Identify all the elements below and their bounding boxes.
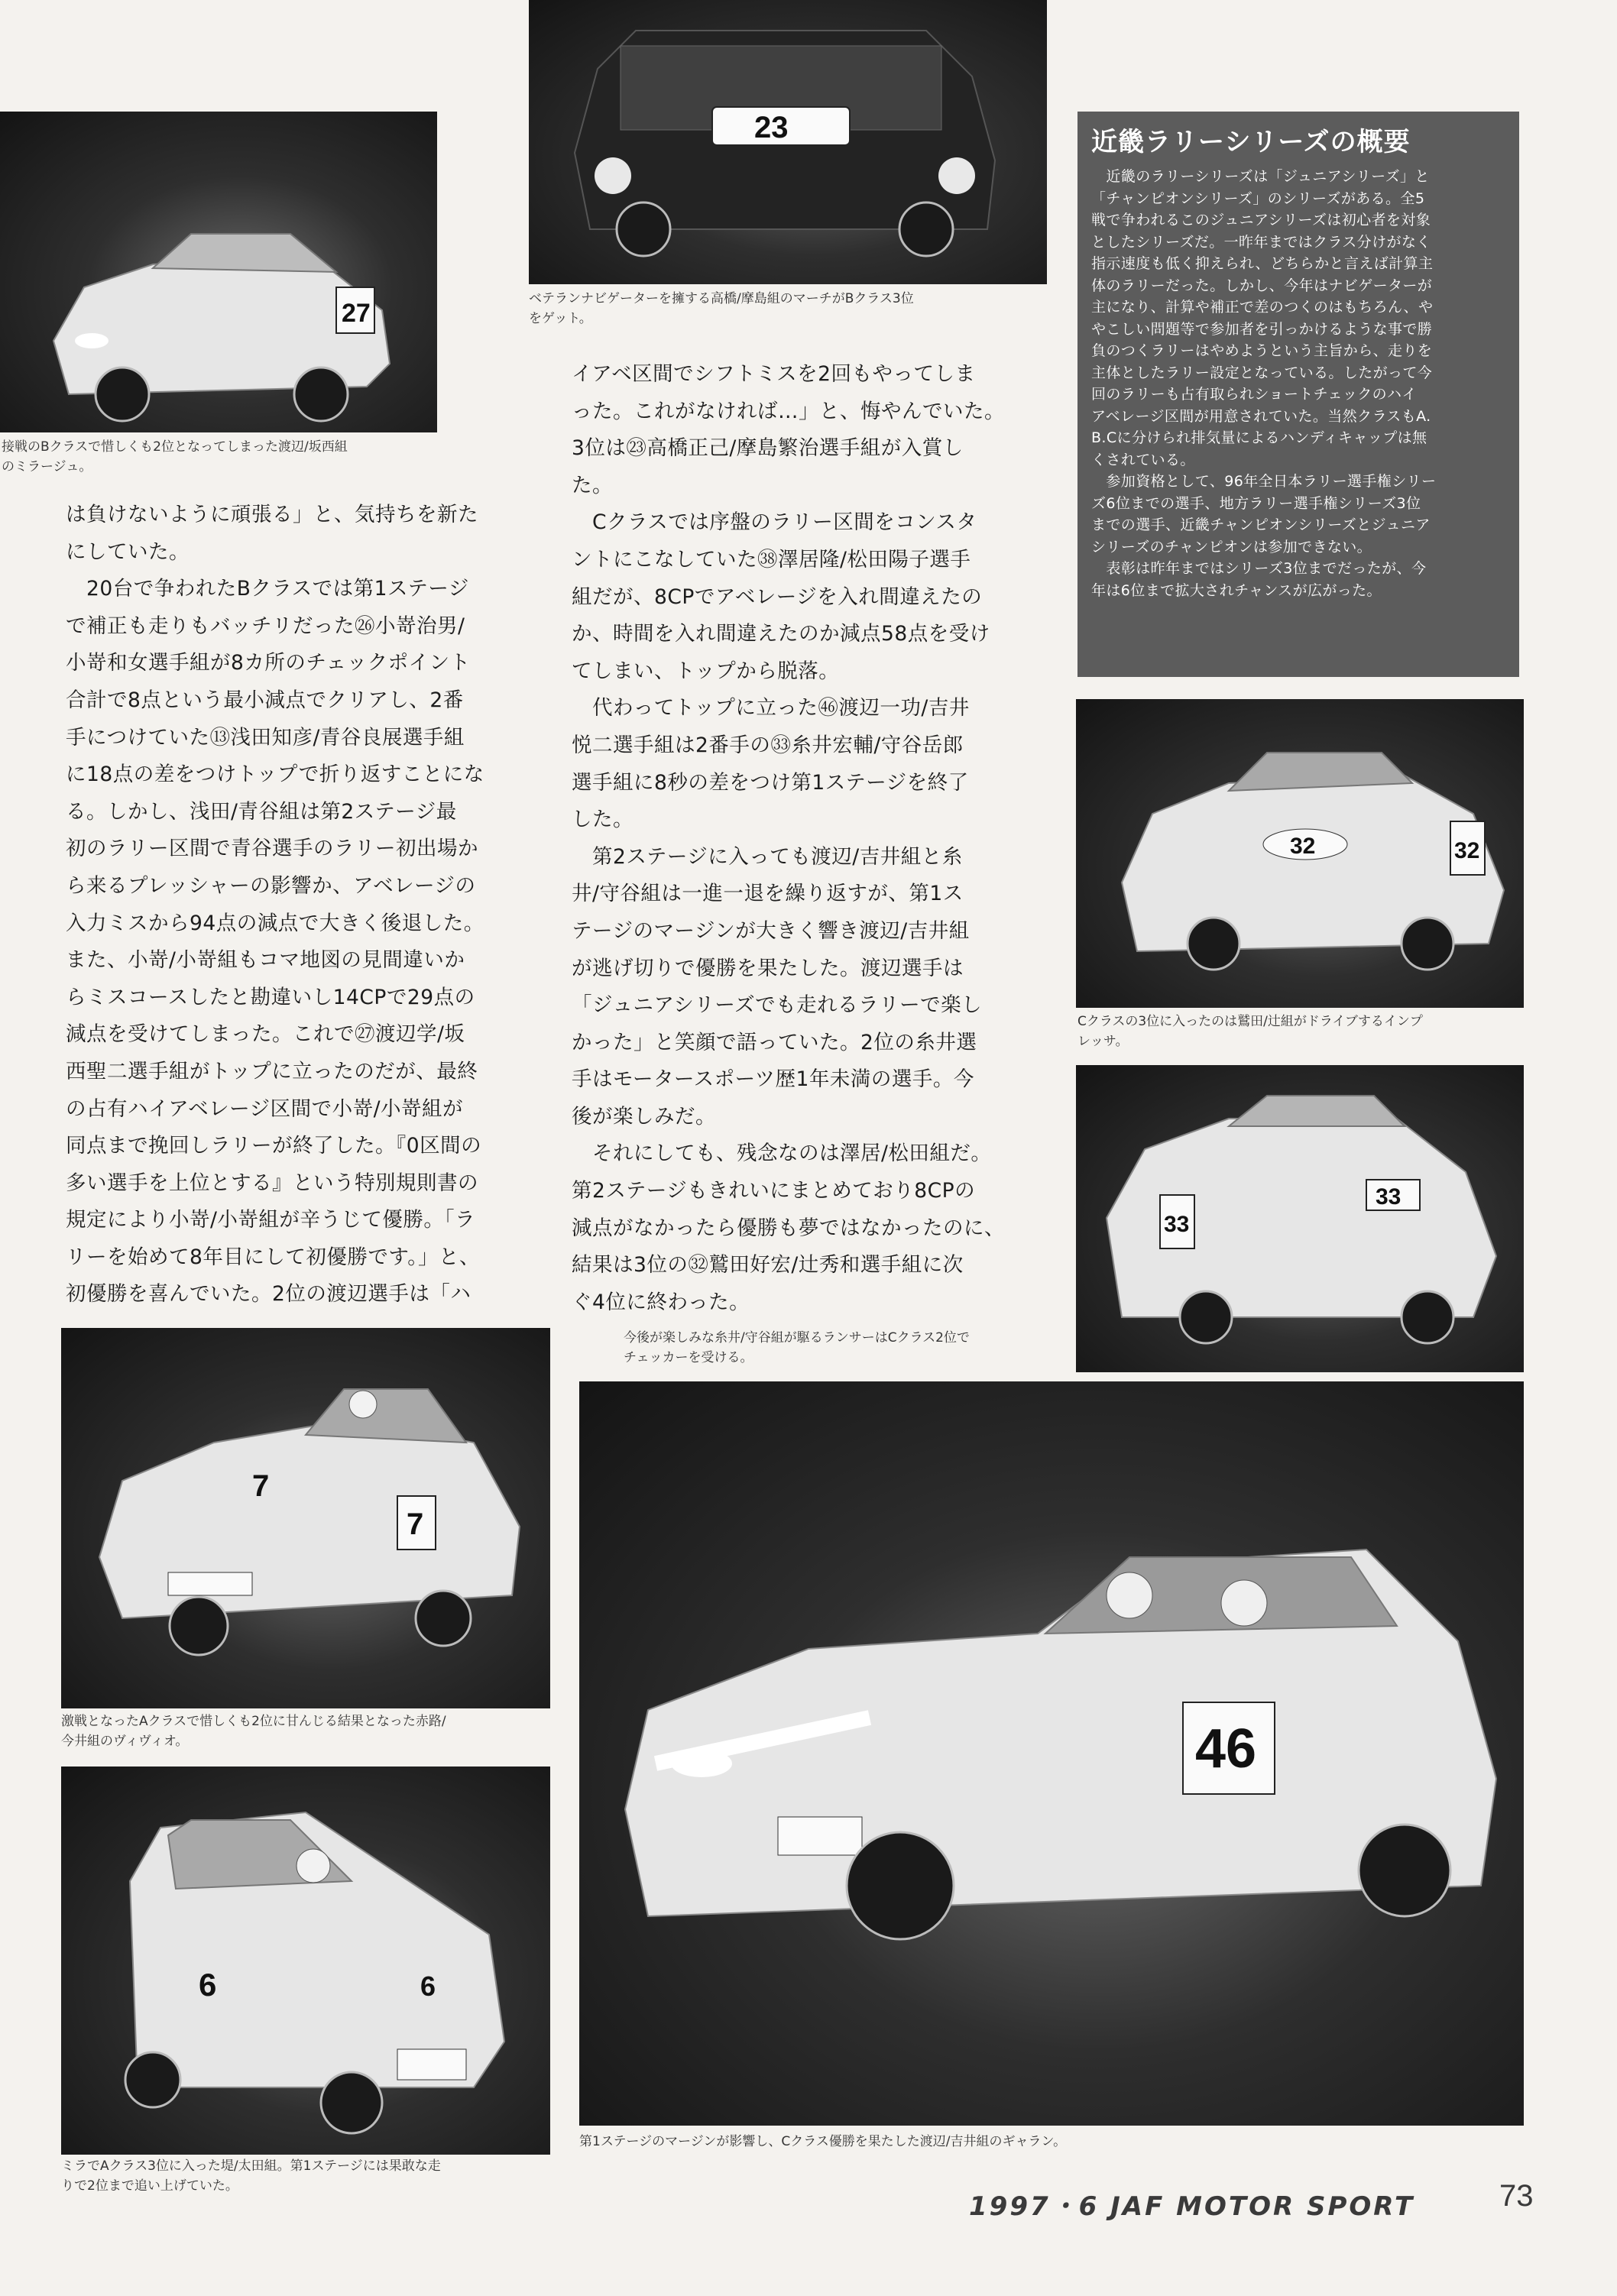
car-27-number: 27 <box>342 299 371 328</box>
car-46-illustration <box>579 1381 1524 2126</box>
car-23-illustration <box>529 0 1047 284</box>
caption-car-27: 接戦のBクラスで惜しくも2位となってしまった渡辺/坂西組 のミラージュ。 <box>2 439 348 474</box>
car-6-hood-number: 6 <box>420 1971 436 2002</box>
article-column-2: イアベ区間でシフトミスを2回もやってしま った。これがなければ…」と、悔やんでいた。 3位は㉓高橋正己/摩島繁治選手組が入賞し た。 Cクラスでは序盤のラリー区間をコンスタ ントにこなしていた㊳澤居隆/松田陽子選手 組だが、8CPでアベレージを入れ間違えたの か、時間を入れ間違えたのか減点58点を受け てしまい、トップから脱落。 代わってトップに立った㊻渡辺一功/吉井 悦二選手組は2番手の㉝糸井宏輔/守谷岳郎 選手組に8秒の差をつけ第1ステージを終了 した。 第2ステージに入っても渡辺/吉井組と糸 井/守谷組は一進一退を繰り返すが、第1ス テージのマージンが大きく響き渡辺/吉井組 が逃げ切りで優勝を果たした。渡辺選手は 「ジュニアシリーズでも走れるラリーで楽し かった」と笑顔で語っていた。2位の糸井選 手はモータースポーツ歴1年未満の選手。今 後が楽しみだ。 それにしても、残念なのは澤居/松田組だ。 第2ステージもきれいにまとめており8CPの 減点がなかったら優勝も夢ではなかったのに、 結果は3位の㉜鷲田好宏/辻秀和選手組に次 ぐ4位に終わった。 <box>572 362 1005 1314</box>
car-32-hood-number: 32 <box>1290 834 1316 859</box>
car-6-door-number: 6 <box>199 1967 217 2003</box>
sidebar-box <box>1077 112 1519 677</box>
article-column-1: は負けないように頑張る」と、気持ちを新た にしていた。 20台で争われたBクラスでは第1ステージ で補正も走りもバッチリだった㉖小嵜治男/ 小嵜和女選手組が8カ所のチェックポイント 合計で8点という最小減点でクリアし、2番 手につけていた⑬浅田知彦/青谷良展選手組 に18点の差をつけトップで折り返すことにな る。しかし、浅田/青谷組は第2ステージ最 初のラリー区間で青谷選手のラリー初出場か ら来るプレッシャーの影響か、アベレージの 入力ミスから94点の減点で大きく後退した。 また、小嵜/小嵜組もコマ地図の見間違いか らミスコースしたと勘違いし14CPで29点の 減点を受けてしまった。これで㉗渡辺学/坂 西聖二選手組がトップに立ったのだが、最終 の占有ハイアベレージ区間で小嵜/小嵜組が 同点まで挽回しラリーが終了した。『0区間の 多い選手を上位とする』という特別規則書の 規定により小嵜/小嵜組が辛うじて優勝。「ラ リーを始めて8年目にして初優勝です。」と、 初優勝を喜んでいた。2位の渡辺選手は「ハ <box>66 503 484 1307</box>
sidebar-title: 近畿ラリーシリーズの概要 <box>1091 127 1411 157</box>
caption-car-7: 激戦となったAクラスで惜しくも2位に甘んじる結果となった赤路/ 今井組のヴィヴィオ。 <box>61 1714 446 1749</box>
car-23-number: 23 <box>754 111 789 144</box>
caption-car-32: Cクラスの3位に入ったのは鷲田/辻組がドライブするインプ レッサ。 <box>1077 1014 1423 1049</box>
car-32-illustration <box>1076 699 1524 1008</box>
car-32-door-number: 32 <box>1454 838 1480 863</box>
photo-car-23 <box>529 0 1047 284</box>
photo-car-32 <box>1076 699 1524 1008</box>
car-33-hood-number: 33 <box>1376 1184 1402 1210</box>
page-number: 73 <box>1499 2179 1534 2213</box>
caption-car-23: ベテランナビゲーターを擁する高橋/摩島組のマーチがBクラス3位 をゲット。 <box>529 291 914 326</box>
photo-car-27 <box>0 112 437 432</box>
photo-car-46 <box>579 1381 1524 2126</box>
photo-car-7 <box>61 1328 550 1708</box>
magazine-footer: 1997・6 JAF MOTOR SPORT <box>969 2191 1415 2222</box>
car-7-hood-number: 7 <box>252 1469 270 1503</box>
car-33-illustration <box>1076 1065 1524 1372</box>
photo-car-6 <box>61 1767 550 2155</box>
caption-car-46: 第1ステージのマージンが影響し、Cクラス優勝を果たした渡辺/吉井組のギャラン。 <box>579 2134 1067 2149</box>
car-7-door-number: 7 <box>407 1507 424 1541</box>
photo-car-33 <box>1076 1065 1524 1372</box>
car-6-illustration <box>61 1767 550 2155</box>
car-27-illustration <box>0 112 437 432</box>
caption-car-33: 今後が楽しみな糸井/守谷組が駆るランサーはCクラス2位で チェッカーを受ける。 <box>624 1330 970 1365</box>
car-33-door-number: 33 <box>1164 1212 1190 1237</box>
car-7-illustration <box>61 1328 550 1708</box>
sidebar-text: 近畿のラリーシリーズは「ジュニアシリーズ」と 「チャンピオンシリーズ」のシリーズがある。全5 戦で争われるこのジュニアシリーズは初心者を対象 としたシリーズだ。一昨年まではクラス分けがなく 指示速度も低く抑えられ、どちらかと言えば計算主 体のラリーだった。しかし、今年はナビゲーターが 主になり、計算や補正で差のつくのはもちろん、や やこしい問題等で参加者を引っかけるような事で勝 負のつくラリーはやめようという主旨から、走りを 主体としたラリー設定となっている。したがって今 回のラリーも占有取られショートチェックのハイ アベレージ区間が用意されていた。当然クラスもA. B.Cに分けられ排気量によるハンディキャップは無 くされている。 参加資格として、96年全日本ラリー選手権シリー ズ6位までの選手、地方ラリー選手権シリーズ3位 までの選手、近畿チャンピオンシリーズとジュニア シリーズのチャンピオンは参加できない。 表彰は昨年まではシリーズ3位までだったが、今 年は6位まで拡大されチャンスが広がった。 <box>1091 168 1437 599</box>
caption-car-6: ミラでAクラス3位に入った堤/太田組。第1ステージには果敢な走 りで2位まで追い上げていた。 <box>61 2158 441 2194</box>
car-46-door-number: 46 <box>1195 1718 1257 1779</box>
